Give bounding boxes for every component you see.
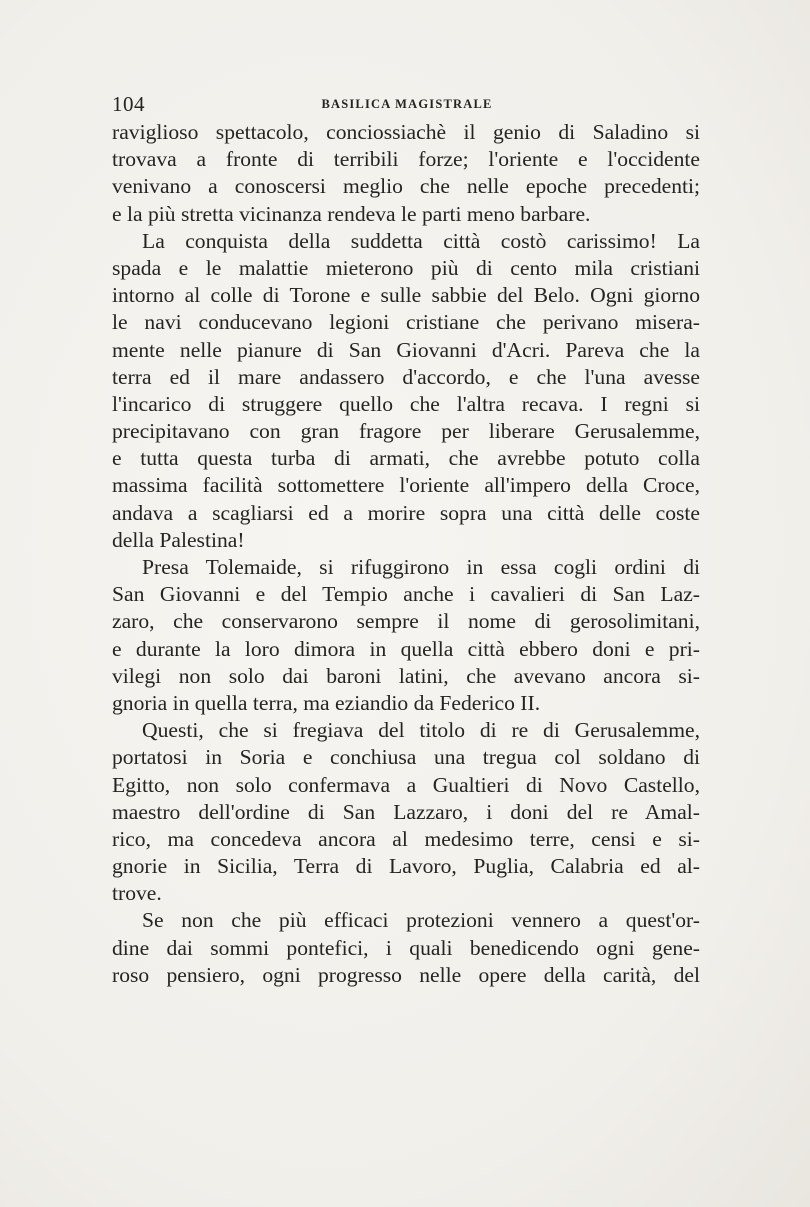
page-header	[112, 92, 702, 118]
text-line: vilegi non solo dai baroni latini, che avevano ancora si-	[112, 663, 700, 688]
text-line: maestro dell'ordine di San Lazzaro, i doni del re Amal-	[112, 799, 700, 824]
text-line: andava a scagliarsi ed a morire sopra una città delle coste	[112, 500, 700, 525]
text-line: roso pensiero, ogni progresso nelle opere della carità, del	[112, 962, 700, 987]
text-line: Se non che più efficaci protezioni vennero a quest'or-	[142, 908, 700, 933]
text-line: gnoria in quella terra, ma eziandio da Federico II.	[112, 690, 541, 715]
text-line: Questi, che si fregiava del titolo di re di Gerusalemme,	[142, 718, 700, 743]
text-line: gnorie in Sicilia, Terra di Lavoro, Puglia, Calabria ed al-	[112, 854, 700, 879]
text-line: zaro, che conservarono sempre il nome di gerosolimitani,	[112, 609, 700, 634]
text-line: rico, ma concedeva ancora al medesimo terre, censi e si-	[112, 826, 700, 851]
text-line: venivano a conoscersi meglio che nelle epoche precedenti;	[112, 174, 700, 199]
text-line: della Palestina!	[112, 527, 245, 552]
body-text	[112, 119, 700, 989]
text-line: massima facilità sottomettere l'oriente all'impero della Croce,	[112, 473, 700, 498]
text-line: trovava a fronte di terribili forze; l'oriente e l'occidente	[112, 147, 700, 172]
text-line: Presa Tolemaide, si rifuggirono in essa cogli ordini di	[142, 555, 700, 579]
text-line: Egitto, non solo confermava a Gualtieri di Novo Castello,	[112, 772, 700, 797]
text-line: trove.	[112, 881, 162, 906]
text-line: e durante la loro dimora in quella città ebbero doni e pri-	[112, 636, 700, 661]
text-line: La conquista della suddetta città costò carissimo! La	[142, 228, 700, 253]
text-line: precipitavano con gran fragore per liberare Gerusalemme,	[112, 419, 700, 444]
text-line: mente nelle pianure di San Giovanni d'Acri. Pareva che la	[112, 337, 700, 362]
text-line: l'incarico di struggere quello che l'altra recava. I regni si	[112, 391, 700, 416]
text-line: raviglioso spettacolo, conciossiachè il genio di Saladino si	[112, 120, 700, 144]
text-line: spada e le malattie mieterono più di cento mila cristiani	[112, 255, 700, 280]
text-line: dine dai sommi pontefici, i quali benedicendo ogni gene-	[112, 935, 700, 960]
text-line: terra ed il mare andassero d'accordo, e che l'una avesse	[112, 364, 700, 389]
text-line: e la più stretta vicinanza rendeva le parti meno barbare.	[112, 201, 591, 226]
text-line: San Giovanni e del Tempio anche i cavalieri di San Laz-	[112, 582, 700, 607]
page-number: 104	[112, 92, 145, 116]
text-line: portatosi in Soria e conchiusa una tregua col soldano di	[112, 745, 700, 770]
text-line: e tutta questa turba di armati, che avrebbe potuto colla	[112, 446, 700, 471]
text-line: intorno al colle di Torone e sulle sabbie del Belo. Ogni giorno	[112, 283, 700, 308]
running-title: BASILICA MAGISTRALE	[321, 97, 493, 111]
text-line: le navi conducevano legioni cristiane che perivano misera-	[112, 310, 700, 335]
